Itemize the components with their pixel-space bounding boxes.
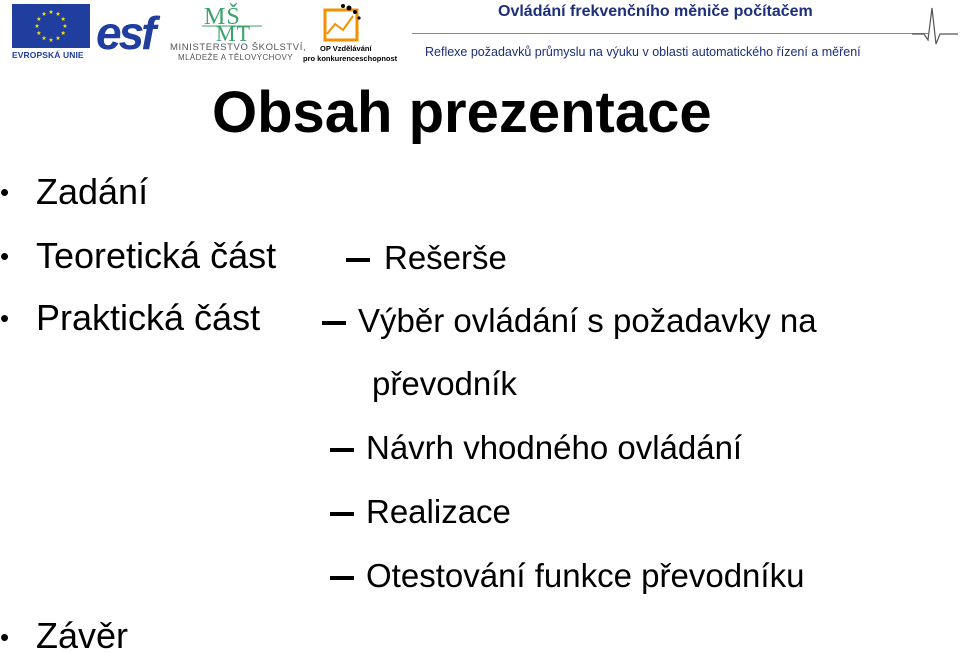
eu-star — [56, 36, 61, 40]
esf-logo — [96, 6, 164, 60]
msmt-mark-icon — [202, 2, 266, 42]
list-item-teoreticka-sub: Rešerše — [384, 239, 507, 276]
bullet-icon: • — [0, 622, 10, 652]
list-item-prakticka-sub: Výběr ovládání s požadavky na — [358, 302, 817, 339]
list-item-zaver: Závěr — [36, 615, 129, 653]
subitem-realizace: Realizace — [366, 493, 511, 530]
eu-label: EVROPSKÁ UNIE — [12, 50, 84, 60]
subitem-otestovani: Otestování funkce převodníku — [366, 557, 805, 594]
dash-icon — [330, 512, 354, 516]
header-title: Ovládání frekvenčního měniče počítačem — [498, 3, 813, 20]
msmt-line1: MINISTERSTVO ŠKOLSTVÍ, — [170, 42, 307, 53]
svg-text:MŠ: MŠ — [204, 4, 241, 30]
op-mark-icon — [319, 2, 369, 44]
eu-flag-icon — [12, 4, 90, 48]
esf-text: esf — [96, 7, 154, 59]
bullet-icon: • — [0, 241, 10, 271]
dash-icon — [330, 448, 354, 452]
eu-star — [49, 10, 54, 14]
eu-star — [56, 11, 61, 15]
eu-star — [61, 31, 66, 35]
list-item-zadani: Zadání — [36, 171, 149, 212]
msmt-line2: MLÁDEŽE A TĚLOVÝCHOVY — [178, 53, 293, 62]
svg-text:MT: MT — [216, 21, 251, 42]
header-divider — [412, 33, 928, 34]
header-subtitle: Reflexe požadavků průmyslu na výuku v oblasti automatického řízení a měření — [425, 45, 861, 59]
op-logo — [303, 2, 398, 63]
msmt-logo — [170, 2, 307, 62]
eu-star — [61, 17, 66, 21]
list-item-teoreticka: Teoretická část — [36, 235, 277, 276]
dash-icon — [330, 576, 354, 580]
eu-star — [37, 31, 42, 35]
eu-star — [49, 38, 54, 42]
op-line2: pro konkurenceschopnost — [303, 54, 398, 63]
list-item-prakticka: Praktická část — [36, 297, 261, 338]
eu-star — [42, 11, 47, 15]
eu-star — [35, 24, 40, 28]
page-title: Obsah prezentace — [212, 80, 712, 145]
eu-star — [42, 36, 47, 40]
bullet-icon: • — [0, 303, 10, 333]
eu-stars-icon — [12, 4, 90, 48]
dash-icon — [346, 258, 370, 262]
dash-icon — [322, 321, 346, 325]
eu-star — [37, 17, 42, 21]
list-item-prakticka-sub-cont: převodník — [372, 365, 517, 402]
op-line1: OP Vzdělávání — [320, 44, 372, 53]
pulse-icon — [912, 6, 958, 46]
subitem-navrh: Návrh vhodného ovládání — [366, 429, 743, 466]
eu-star — [63, 24, 68, 28]
bullet-icon: • — [0, 177, 10, 207]
eu-logo — [12, 4, 90, 60]
